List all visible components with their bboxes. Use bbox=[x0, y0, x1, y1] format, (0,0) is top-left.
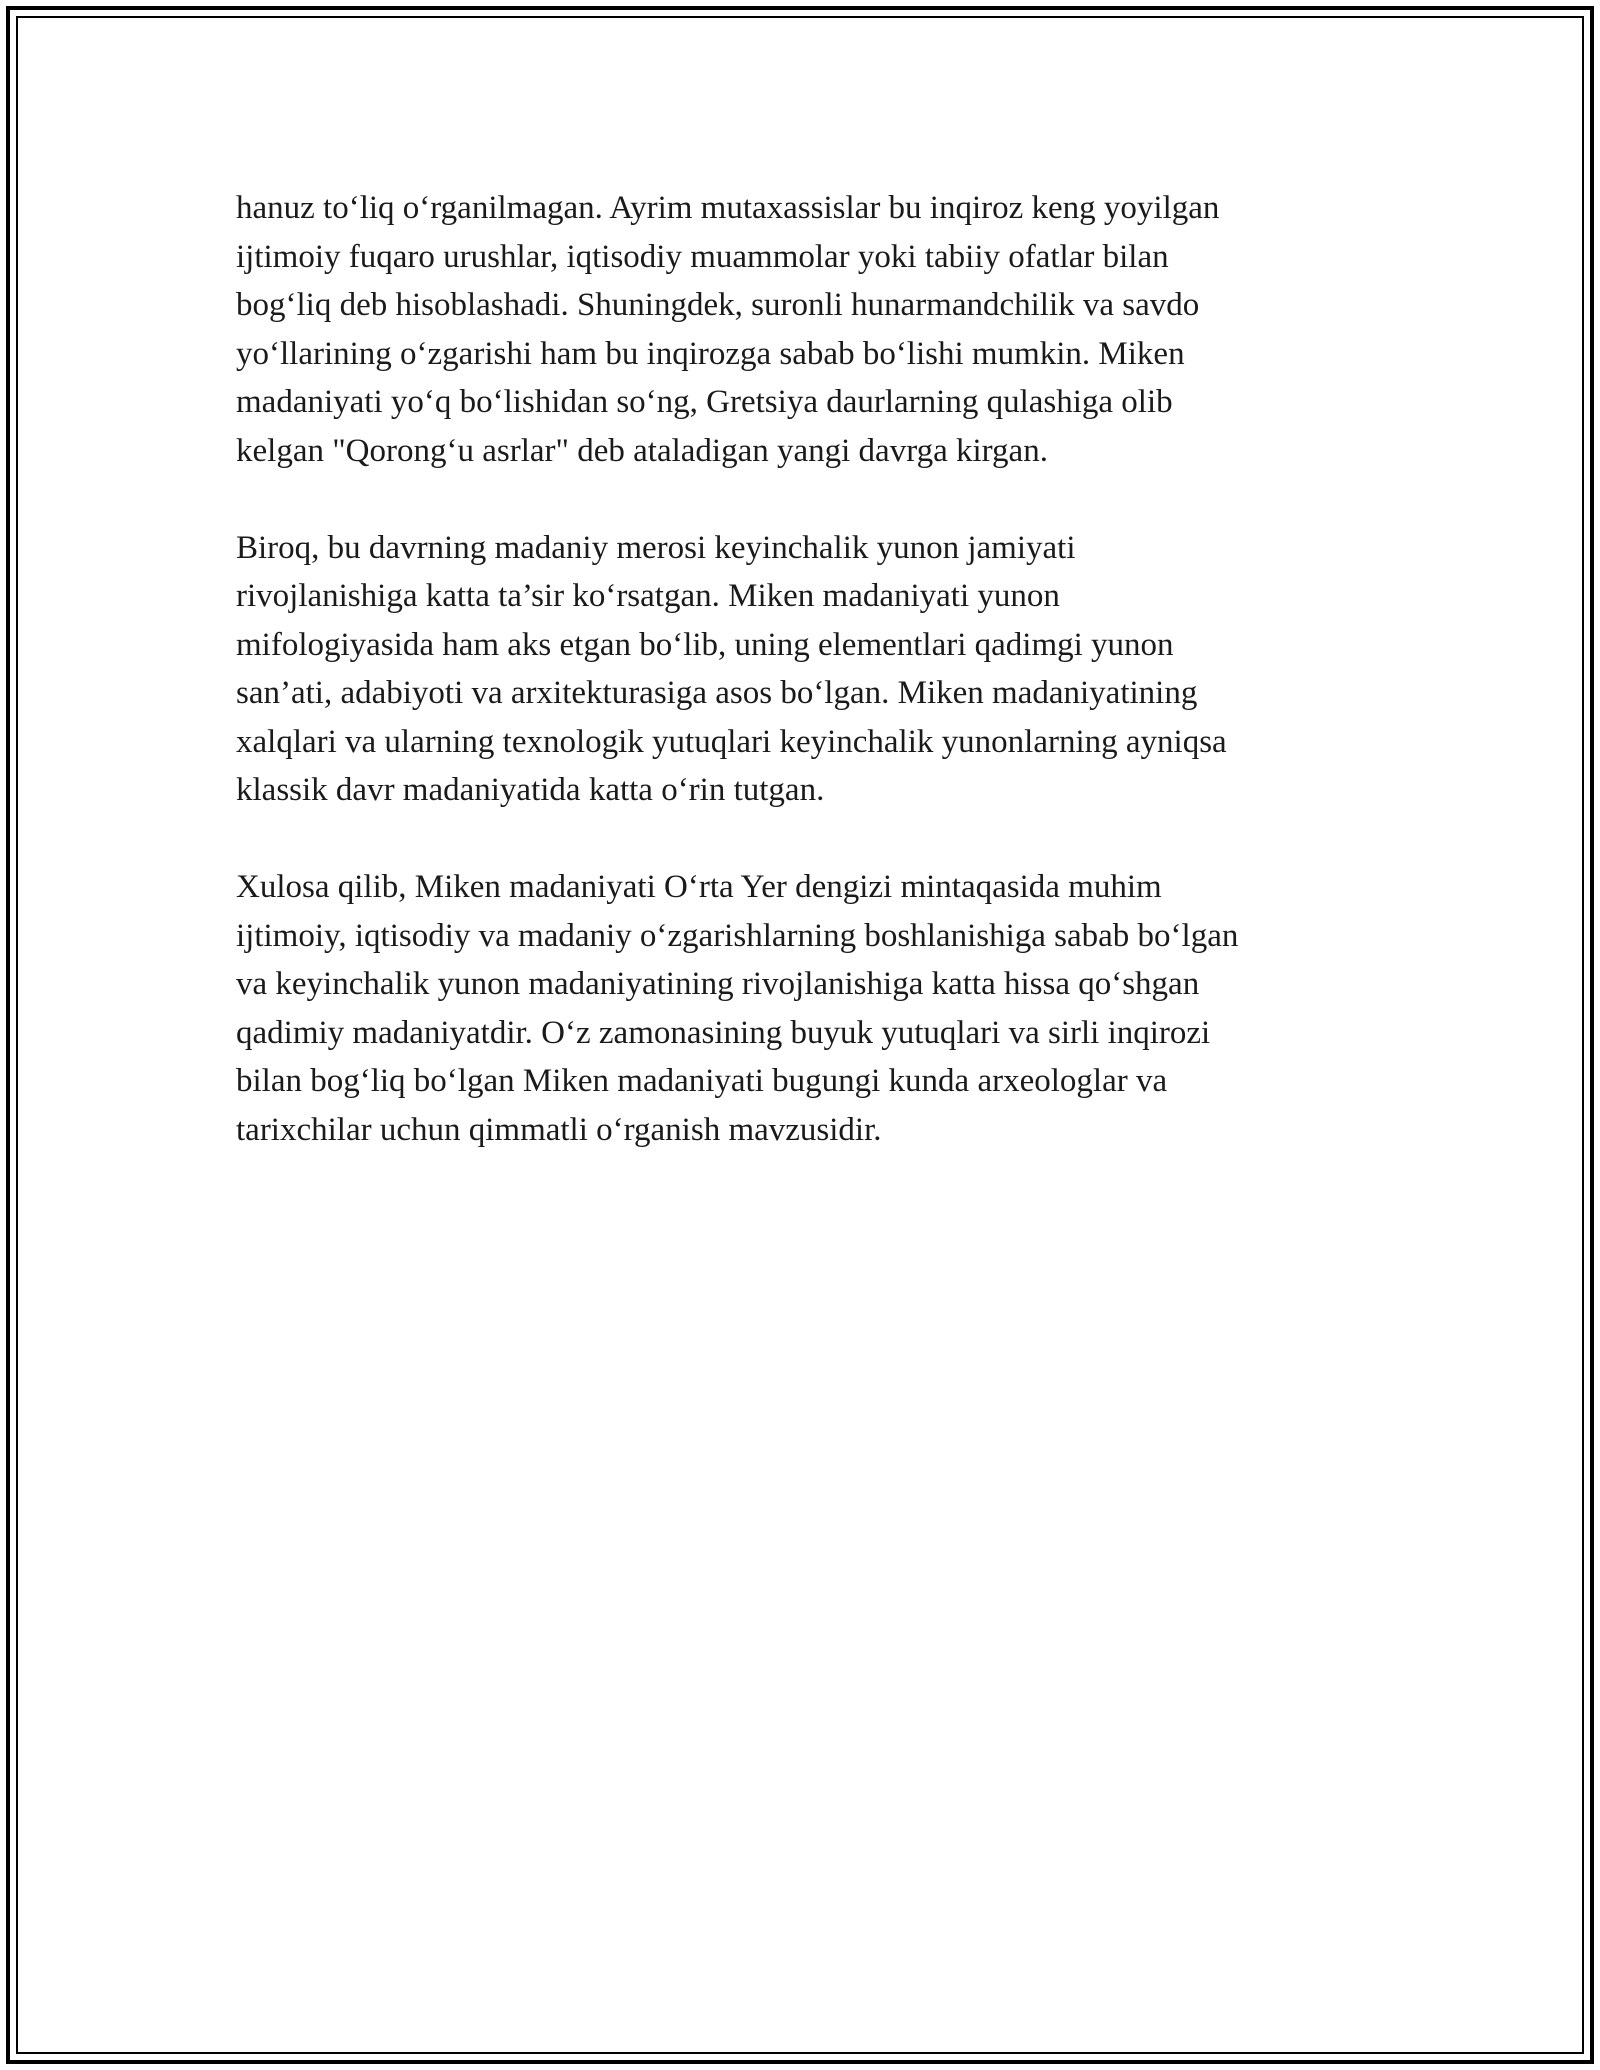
text-line: klassik davr madaniyatida katta o‘rin tutgan. bbox=[236, 772, 825, 808]
text-line: qadimiy madaniyatdir. O‘z zamonasining buyuk yutuqlari va sirli inqirozi bbox=[236, 1014, 1211, 1051]
paragraph-3 bbox=[236, 863, 1366, 1154]
text-line: mifologiyasida ham aks etgan bo‘lib, uning elementlari qadimgi yunon bbox=[236, 626, 1174, 663]
text-line: san’ati, adabiyoti va arxitekturasiga asos bo‘lgan. Miken madaniyatining bbox=[236, 675, 1198, 711]
text-line: va keyinchalik yunon madaniyatining rivojlanishiga katta hissa qo‘shgan bbox=[236, 966, 1200, 1002]
text-line: hanuz to‘liq o‘rganilmagan. Ayrim mutaxassislar bu inqiroz keng yoyilgan bbox=[236, 190, 1220, 226]
text-line: bilan bog‘liq bo‘lgan Miken madaniyati bugungi kunda arxeologlar va bbox=[236, 1063, 1168, 1099]
text-line: yo‘llarining o‘zgarishi ham bu inqirozga sabab bo‘lishi mumkin. Miken bbox=[236, 335, 1185, 372]
text-line: rivojlanishiga katta ta’sir ko‘rsatgan. Miken madaniyati yunon bbox=[236, 578, 1060, 614]
paragraph-2 bbox=[236, 524, 1366, 815]
text-line: Biroq, bu davrning madaniy merosi keyinchalik yunon jamiyati bbox=[236, 529, 1076, 566]
text-line: madaniyati yo‘q bo‘lishidan so‘ng, Gretsiya daurlarning qulashiga olib bbox=[236, 384, 1173, 420]
text-line: tarixchilar uchun qimmatli o‘rganish mavzusidir. bbox=[236, 1111, 882, 1148]
document-body bbox=[236, 184, 1366, 1203]
text-line: Xulosa qilib, Miken madaniyati O‘rta Yer dengizi mintaqasida muhim bbox=[236, 869, 1162, 905]
text-line: bog‘liq deb hisoblashadi. Shuningdek, suronli hunarmandchilik va savdo bbox=[236, 287, 1200, 323]
paragraph-1 bbox=[236, 184, 1366, 475]
text-line: xalqlari va ularning texnologik yutuqlari keyinchalik yunonlarning ayniqsa bbox=[236, 723, 1227, 760]
text-line: ijtimoiy fuqaro urushlar, iqtisodiy muammolar yoki tabiiy ofatlar bilan bbox=[236, 238, 1169, 275]
text-line: kelgan "Qorong‘u asrlar" deb ataladigan yangi davrga kirgan. bbox=[236, 432, 1048, 469]
text-line: ijtimoiy, iqtisodiy va madaniy o‘zgarishlarning boshlanishiga sabab bo‘lgan bbox=[236, 917, 1239, 954]
